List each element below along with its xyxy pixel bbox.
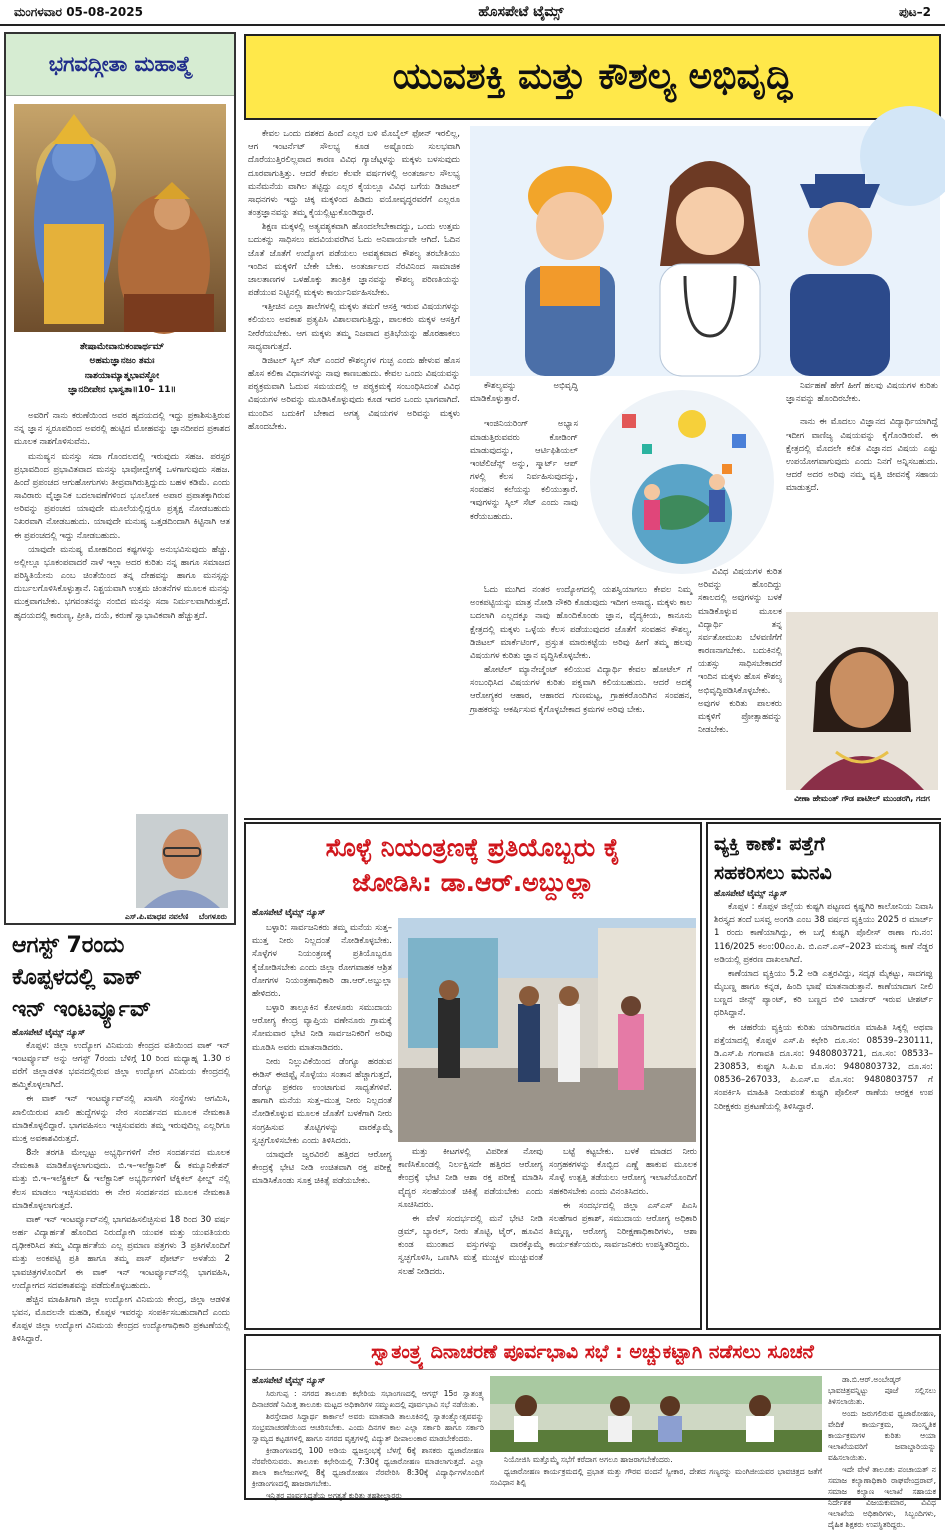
walkin-story xyxy=(4,930,236,1500)
masthead xyxy=(0,0,945,26)
paragraph: ಕೇವಲ ಒಂದು ದಶಕದ ಹಿಂದೆ ಎಲ್ಲರ ಬಳಿ ಮೊಬೈಲ್ ಫೋನ್ ಇರಲಿಲ್ಲ, ಆಗ ಇಂಟರ್ನೆಟ್ ಸೌಲಭ್ಯ ಕೂಡ ಅಷ್ಟೊಂದು ಸುಲಭವಾಗಿ ದೊರೆಯುತ್ತಿರಲಿಲ್ಲವಾದ ಕಾರಣ ವಿವಿಧ ಗ್ಯಾಜೆಟ್ಗಳನ್ನು ಮಕ್ಕಳು ಬಳಸುವುದು ದೂರವಾಗುತ್ತಿತ್ತು. ಆದರೆ ಕೇವಲ ಕೆಲವೇ ವರ್ಷಗಳಲ್ಲಿ ಅಂತರ್ಜಾಲ ಸೌಲಭ್ಯ ಮನೆಮನೆಯ ವಾಗಿಲ ತಟ್ಟಿದ್ದು ಎಲ್ಲರ ಕೈಯಲ್ಲೂ ವಿವಿಧ ಬಗೆಯ ಡಿಜಿಟಲ್ ಸಾಧನಗಳು ಇದ್ದು ಚಿಕ್ಕ ಮಕ್ಕಳಿಂದ ಹಿಡಿದು ವಯೋವೃದ್ಧರವರೆಗೆ ಎಲ್ಲರೂ ತಂತ್ರಜ್ಞಾನವನ್ನು ತಮ್ಮ ಕೈಯಲ್ಲಿಟ್ಟುಕೊಂಡಿದ್ದಾರೆ. xyxy=(248,129,460,219)
independence-col3 xyxy=(828,1374,936,1529)
paragraph: ಅಂದು ಜರುಗಲಿರುವ ಧ್ವಜಾರೋಹಣ, ವೇದಿಕೆ ಕಾರ್ಯಕ್ರಮ, ಸಾಂಸ್ಕೃತಿಕ ಕಾರ್ಯಕ್ರಮಗಳ ಕುರಿತು ಆಯಾ ಇಲಾಖೆಯವರಿಗೆ ಜವಾಬ್ದಾರಿಯನ್ನು ವಹಿಸಲಾಯಿತು. xyxy=(828,1409,936,1462)
independence-col2 xyxy=(490,1454,822,1498)
headline-line: ಆಗಸ್ಟ್ 7ರಂದು xyxy=(12,933,125,958)
gita-body xyxy=(14,410,230,810)
paragraph: ಧ್ವಜಾರೋಹಣ ಕಾರ್ಯಕ್ರಮದಲ್ಲಿ ಪ್ರಭಾತ ಮತ್ತು ಗೌರವ ವಂದನೆ ಸ್ವೀಕಾರ, ದೇಶದ ಗಣ್ಯರನ್ನು ಮಂಗಿಜೀಯವರ ಭಾವಚಿತ್ರದ ಜತೆಗೆ ಸಂವಿಧಾನ ಶಿಲ್ಪಿ xyxy=(490,1467,822,1487)
paragraph: ಈ ವಾಕ್ ಇನ್ ಇಂಟರ್ವ್ಯೂವ್‌ನಲ್ಲಿ ಖಾಸಗಿ ಸಂಸ್ಥೆಗಳು ಆಗಮಿಸಿ, ಖಾಲಿಯಿರುವ ಖಾಲಿ ಹುದ್ದೆಗಳನ್ನು ನೇರ ಸಂದರ್ಶನದ ಮೂಲಕ ನೇಮಕಾತಿ ಮಾಡಿಕೊಳ್ಳಲಿದ್ದಾರೆ. ಭಾಗವಹಿಸಲು ಇಚ್ಛಿಸುವವರು ತಮ್ಮ ಇರುವುದಿಲ್ಲ ಎಲ್ಲರಿಗೂ ಮುಕ್ತ ಅವಕಾಶವಿರುತ್ತದೆ. xyxy=(12,1094,230,1144)
walkin-headline xyxy=(4,930,236,1026)
paragraph: ನಾನು ಈ ಮೊದಲು ವಿಜ್ಞಾನದ ವಿದ್ಯಾರ್ಥಿಯಾಗಿದ್ದೆ ಇದೀಗ ವಾಣಿಜ್ಯ ವಿಷಯವನ್ನು ಕೈಗೊಂಡಿರುವೆ. ಈ ಕ್ಷೇತ್ರದಲ್ಲಿ ಮೊದಲೇ ಕಲಿತ ವಿಜ್ಞಾನದ ವಿಷಯ ಎಷ್ಟು ಉಪಯೋಗವಾಗುವುದು ಎಂದು ನಿನಗೆ ಅನ್ನಿಸಬಹುದು. ಆದರೆ ಅದರ ಅರಿವು ನಮ್ಮ ವೃತ್ತಿ ಜೀವನಕ್ಕೆ ಸಹಾಯ ಮಾಡುತ್ತದೆ. xyxy=(786,417,938,494)
paragraph: ಶಿಕ್ಷಣ ಮಕ್ಕಳಲ್ಲಿ ಅತ್ಯವಶ್ಯಕವಾಗಿ ಹೊಂದಲೇಬೇಕಾದದ್ದು, ಒಂದು ಉತ್ತಮ ಬದುಕನ್ನು ಸಾಧಿಸಲು ಪದವಿಯವರೆಗಿನ ಓದು ಅನಿವಾರ್ಯವೇ ಆಗಿದೆ. ಓದಿನ ಜೊತೆ ಜೊತೆಗೆ ಉದ್ಯೋಗ ಪಡೆಯಲು ಅವಶ್ಯಕವಾದ ಕೌಶಲ್ಯ ತರಬೇತಿಯು ಇಂದಿನ ಮಕ್ಕಳಿಗೆ ಬೇಕೇ ಬೇಕು. ಅಂತರ್ಜಾಲದ ನೆರವಿನಿಂದ ಸಾಮಾಜಿಕ ಜಾಲತಾಣಗಳ ಒಳಹೊಕ್ಕು ತಾಂತ್ರಿಕ ಜ್ಞಾನವನ್ನು ಕೌಶಲ್ಯ ಪರಿಣತಿಯನ್ನು ಪಡೆಯುವ ನಿಟ್ಟಿನಲ್ಲಿ ಮಕ್ಕಳು ಕಾರ್ಯನಿರ್ವಹಿಸಬೇಕು. xyxy=(248,222,460,299)
issue-date: ಮಂಗಳವಾರ 05-08-2025 xyxy=(14,4,143,19)
paragraph: ನೀರು ನಿಲ್ಲುವಿಕೆಯಿಂದ ಡೆಂಗ್ಯೂ ಹರಡುವ ಈಡಿಸ್ ಈಜಿಪ್ಟೈ ಸೊಳ್ಳೆಯು ಸಂತಾನ ಹೆಚ್ಚಾಗುತ್ತದೆ, ಡೆಂಗ್ಯೂ ಪ್ರಕರಣ ಉಂಟಾಗುವ ಸಾಧ್ಯತೆಗಳಿವೆ. ಹಾಗಾಗಿ ಮನೆಯ ಸುತ್ತ–ಮುತ್ತ ನೀರು ನಿಲ್ಲದಂತೆ ನೋಡಿಕೊಳ್ಳುವ ಮೂಲಕ ಜೊತೆಗೆ ಬಳಕೆಗಾಗಿ ನೀರು ಸಂಗ್ರಹಿಸುವ ತೊಟ್ಟಿಗಳನ್ನು ವಾರಕ್ಕೊಮ್ಮೆ ಸ್ವಚ್ಛಗೊಳಿಸಬೇಕು ಎಂದು ತಿಳಿಸಿದರು. xyxy=(252,1056,392,1146)
paragraph: ಇತ್ತೀಚಿನ ಎಲ್ಲಾ ಶಾಲೆಗಳಲ್ಲಿ ಮಕ್ಕಳು ತಮಗೆ ಆಸಕ್ತಿ ಇರುವ ವಿಷಯಗಳನ್ನು ಕಲಿಯಲು ಅವಕಾಶ ಪ್ರತ್ಯಪಿಸಿ ವಿಶಾಲವಾಗುತ್ತಿದ್ದು, ಪಾಲಕರು ಮಕ್ಕಳ ಆಸಕ್ತಿಗೆ ನೀರೆರೆಯಬೇಕು. ಆಗ ಮಕ್ಕಳು ತಮ್ಮ ನಿಜವಾದ ಪ್ರತಿಭೆಯನ್ನು ಹೊರಹಾಕಲು ಸಾಧ್ಯವಾಗುತ್ತದೆ. xyxy=(248,302,460,352)
author-city: ಬೆಂಗಳೂರು xyxy=(198,912,227,921)
independence-story xyxy=(244,1334,941,1529)
paragraph: ಕ್ರೀಡಾಂಗಣದಲ್ಲಿ 100 ಅಡಿಯ ಧ್ವಜಸ್ತಂಭಕ್ಕೆ ಬೆಳಗ್ಗೆ 6ಕ್ಕೆ ಶಾಸಕರು ಧ್ವಜಾರೋಹಣ ನೆರವೇರಿಸುವರು. ತಾಲೂಕು ಕಛೇರಿಯಲ್ಲಿ 7:30ಕ್ಕೆ ಧ್ವಜಾರೋಹಣ ಮಾಡಲಾಗುತ್ತದೆ. ಎಲ್ಲಾ ಶಾಲಾ ಕಾಲೇಜುಗಳಲ್ಲಿ 8ಕ್ಕೆ ಧ್ವಜಾರೋಹಣ ನೆರವೇರಿಸಿ 8:30ಕ್ಕೆ ವಿದ್ಯಾರ್ಥಿಗಳೊಂದಿಗೆ ಕ್ರೀಡಾಂಗಣದಲ್ಲಿ ಹಾಜರಾಗಬೇಕು. xyxy=(252,1446,484,1488)
paragraph: ಇದೇ ವೇಳೆ ತಾಲೂಕು ಪಂಚಾಯತ್ ನ ಸಮಾಜ ಕಲ್ಯಾಣಾಧಿಕಾರಿ ರಾಘವೇಂದ್ರರಾವ್, ಸಮಾಜ ಕಲ್ಯಾಣ ಇಲಾಖೆ ಸಹಾಯಕ ನಿರ್ದೇಶಕ ವಿಜಯಕುಮಾರ, ವಿವಿಧ ಇಲಾಖೆಯ ಅಧಿಕಾರಿಗಳು, ಸಿಬ್ಬಂದಿಗಳು, ದೈಹಿಕ ಶಿಕ್ಷಕರು ಉಪಸ್ಥಿತರಿದ್ದರು. xyxy=(828,1465,936,1529)
author-caption xyxy=(116,912,236,922)
headline-line: ಕೊಪ್ಪಳದಲ್ಲಿ ವಾಕ್ xyxy=(12,964,142,990)
paragraph: ಕಾಣೆಯಾದ ವ್ಯಕ್ತಿಯು 5.2 ಅಡಿ ಎತ್ತರವಿದ್ದು, ಸದೃಢ ಮೈಕಟ್ಟು, ಸಾದಗಪ್ಪು ಮೈಬಣ್ಣ ಹಾಗೂ ಕನ್ನಡ, ಹಿಂದಿ ಭಾಷೆ ಮಾತನಾಡುತ್ತಾನೆ. ಕಾಣೆಯಾದಾಗ ನೀಲಿ ಬಣ್ಣದ ಜೀನ್ಸ್ ಪ್ಯಾಂಟ್, ಕರಿ ಬಣ್ಣದ ಬಿಳಿ ಬಾರ್ಡರ್ ಇರುವ ಟೀಶರ್ಟ್ ಧರಿಸಿದ್ದಾನೆ. xyxy=(714,968,933,1019)
headline-line: ಸಹಕರಿಸಲು ಮನವಿ xyxy=(714,861,832,884)
mosquito-col2 xyxy=(398,1146,543,1326)
paragraph: ನಿರ್ವಹಣೆ ಹೇಗೆ ಹೀಗೆ ಹಲವು ವಿಷಯಗಳ ಕುರಿತು ಜ್ಞಾನವನ್ನು ಹೊಂದಿರಬೇಕು. xyxy=(786,381,938,405)
paragraph: ಇನ್ನಿತರ ಪೂರ್ವಸಿದ್ಧತೆಯ ಅಗತ್ಯತೆ ಕುರಿತು ತಹಶೀಲ್ದಾರರು xyxy=(266,1491,402,1500)
walkin-body xyxy=(4,1040,236,1480)
divider xyxy=(244,818,941,820)
paragraph: ಬಳ್ಳಾರಿ ತಾಲ್ಲೂಕಿನ ಕೋಳೂರು ಸಮುದಾಯ ಆರೋಗ್ಯ ಕೇಂದ್ರ ವ್ಯಾಪ್ತಿಯ ವಣೇನೂರು ಗ್ರಾಮಕ್ಕೆ ಸೋಮವಾರ ಭೇಟಿ ನೀಡಿ ಸಾರ್ವಜನಿಕರಿಗೆ ಅರಿವು ಮೂಡಿಸಿ ಅವರು ಮಾತನಾಡಿದರು. xyxy=(252,1003,392,1053)
mosquito-col1 xyxy=(252,922,392,1326)
paragraph: ಹೋಟೆಲ್ ಮ್ಯಾನೇಜ್ಮೆಂಟ್ ಕಲಿಯುವ ವಿದ್ಯಾರ್ಥಿ ಕೇವಲ ಹೋಟೆಲ್ ಗೆ ಸಂಬಂಧಿಸಿದ ವಿಷಯಗಳ ಕುರಿತು ಪಕ್ವವಾಗಿ ಕಲಿಯಬಹುದು. ಆದರೆ ಅದಕ್ಕೆ ಆರೋಗ್ಯಕರ ಆಹಾರ, ಆಹಾರದ ಗುಣಮಟ್ಟ, ಗ್ರಾಹಕರೊಂದಿಗಿನ ಸಂವಹನ, ಗ್ರಾಹಕರನ್ನು ಆಕರ್ಷಿಸುವ ಕೈಗೊಳ್ಳಬೇಕಾದ ಕ್ರಮಗಳ ಅರಿವು ಬೇಕು. xyxy=(470,665,692,715)
paragraph: ಮನುಷ್ಯನ ಮನಸ್ಸು ಸದಾ ಗೊಂದಲದಲ್ಲಿ ಇರುವುದು ಸಹಜ. ಪರಸ್ಪರ ಪ್ರಭಾವದಿಂದ ಪ್ರಭಾವಿತವಾದ ಮನಸ್ಸು ಭಾವೋದ್ವೇಗಕ್ಕೆ ಒಳಗಾಗುವುದು ಸಹಜ. ಹಿಂದೆ ಪ್ರಪಂಚದ ಆಗುಹೋಗುಗಳು ತೀವ್ರವಾಗಿರುತ್ತಿದ್ದುದು ಬಹಳ ಕಡಿಮೆ. ಎಂದು ಸಾವಿರಾರು ವೈಜ್ಞಾನಿಕ ಬದಲಾವಣೆಗಳಿಂದ ಭೂಲೋಕ ಅಪಾರ ಪ್ರಪಾತಕ್ಕಾಗಿರುವ ಅರಿವನ್ನು ಪ್ರಪಂಚದ ಯಾವುದೇ ಮೂಲೆಯಲ್ಲಿದ್ದರೂ ಪ್ರತ್ಯಕ್ಷ ನೋಡಬಹುದು ನಿಖರವಾಗಿ ನೋಡಬಹುದು. ಯಾವುದೇ ಮನುಷ್ಯ ಒತ್ತಡದಿಂದಾಗಿ ಕಿಟ್ಟಿನಾಗಿ ಆತ ಈ ಪ್ರಪಂಚದಲ್ಲಿ ಇದ್ದು ನೋಡಬಹುದು. xyxy=(14,451,230,541)
youth-col3a xyxy=(698,380,938,556)
author-name: ಎಸ್.ಪಿ.ಮಾಧವ ನವಲೆಣಿ xyxy=(125,912,189,921)
missing-byline: ಹೊಸಪೇಟೆ ಟೈಮ್ಸ್ ನ್ಯೂಸ್ xyxy=(714,889,788,899)
missing-headline xyxy=(708,824,939,887)
paragraph: ಸಿರುಗುಪ್ಪ : ನಗರದ ತಾಲೂಕು ಕಛೇರಿಯ ಸಭಾಂಗಣದಲ್ಲಿ ಆಗಸ್ಟ್ 15ರ ಸ್ವಾತಂತ್ರ್ಯ ದಿನಾಚರಣೆ ನಿಮಿತ್ತ ತಾಲೂಕು ಮಟ್ಟದ ಅಧಿಕಾರಿಗಳ ಸಮ್ಮುಖದಲ್ಲಿ ಪೂರ್ವಭಾವಿ ಸಭೆ ನಡೆಯಿತು. xyxy=(252,1389,484,1409)
paragraph: ನಿಯೋಜಿಸಿ ಮತ್ತೊಮ್ಮೆ ಸಭೆಗೆ ಕರೆದಾಗ ಅಗಲೂ ಹಾಜರಾಗಬೇಕೆಂದರು. xyxy=(504,1455,673,1464)
youth-col3b xyxy=(698,566,782,814)
paragraph: ಓದು ಮುಗಿದ ನಂತರ ಉದ್ಯೋಗದಲ್ಲಿ ಯಶಸ್ವಿಯಾಗಲು ಕೇವಲ ನಿಮ್ಮ ಅಂಕಪಟ್ಟಿಯನ್ನು ಮಾತ್ರ ನೋಡಿ ನೌಕರಿ ಕೊಡುವುದು ಇದೀಗ ಅಸಾಧ್ಯ. ಮಕ್ಕಳು ಕಾಲ ಬದಲಾಗಿ ಎಲ್ಲದಕ್ಕೂ ನಾವು ಹೊಂದಿಕೊಂಡು ಜ್ಞಾನ, ವೈದ್ಯಕೀಯ, ಕಾನೂನು ಕ್ಷೇತ್ರದಲ್ಲಿ ಮಕ್ಕಳು ಒಳ್ಳೆಯ ಕೆಲಸ ಪಡೆಯುವುದರ ಜೊತೆಗೆ ಸಂವಹನ ಕೌಶಲ್ಯ, ಡಿಜಿಟಲ್ ಮಾರ್ಕೆಟಿಂಗ್, ಪ್ರಸ್ತುತ ಮಾರುಕಟ್ಟೆಯ ಅರಿವು ಹೀಗೆ ತಮ್ಮ ಹಲವು ವಿಷಯಗಳ ಕುರಿತು ಜ್ಞಾನ ವೃದ್ಧಿಸಿಕೊಳ್ಳಬೇಕು. xyxy=(470,585,692,661)
walkin-byline: ಹೊಸಪೇಟೆ ಟೈಮ್ಸ್ ನ್ಯೂಸ್ xyxy=(12,1027,86,1038)
krishna-arjuna-image xyxy=(14,104,226,332)
gita-verse xyxy=(14,340,230,398)
paragraph: ಡಿಜಿಟಲ್ ಸ್ಕಿಲ್ ಸೆಟ್ ಎಂದರೆ ಕೌಶಲ್ಯಗಳ ಗುಚ್ಛ ಎಂದು ಹೇಳುವ ಹೊಸ ಹೊಸ ಕಲಿಕಾ ವಿಧಾನಗಳನ್ನು ನಾವು ಕಾಣಬಹುದು. ಕೇವಲ ಒಂದು ವಿಷಯವನ್ನು ಪಠ್ಯಕ್ರಮವಾಗಿ ಓದುವ ಸಮಯದಲ್ಲಿ ಆ ಪಠ್ಯಕ್ರಮಕ್ಕೆ ಸಂಬಂಧಿಸಿದಂತೆ ವಿವಿಧ ವಿಷಯಗಳ ಅರಿವನ್ನು ಮೂಡಿಸಿಕೊಳ್ಳುವುದು ಕೂಡ ಇದರ ಒಂದು ಭಾಗವಾಗಿದೆ. ಮುಂದಿನ ಬದುಕಿಗೆ ಬೇಕಾದ ಅಗತ್ಯ ವಿಷಯಗಳ ಅರಿವನ್ನು ಮಕ್ಕಳು ಹೊಂದಬೇಕು. xyxy=(248,355,460,432)
verse-line: ನಾಶಯಾಮ್ಯಾತ್ಮಭಾವಸ್ಥೋ xyxy=(84,370,160,381)
gita-title: ಭಗವದ್ಗೀತಾ ಮಹಾತ್ಮೆ xyxy=(6,34,234,96)
newspaper-name: ಹೊಸಪೇಟೆ ಟೈಮ್ಸ್ xyxy=(478,4,564,20)
paragraph: ಯಾವುದೇ ಜ್ವರವಿರಲಿ ಹತ್ತಿರದ ಆರೋಗ್ಯ ಕೇಂದ್ರಕ್ಕೆ ಭೇಟಿ ನೀಡಿ ಉಚಿತವಾಗಿ ರಕ್ತ ಪರೀಕ್ಷೆ ಮಾಡಿಸಿಕೊಂಡು ಸೂಕ್ತ ಚಿಕಿತ್ಸೆ ಪಡೆಯಬೇಕು. xyxy=(252,1149,392,1187)
gita-column xyxy=(4,32,236,925)
paragraph: ಬಟ್ಟೆ ಕಟ್ಟಬೇಕು. ಬಳಕೆ ಮಾಡದ ನೀರು ಸಂಗ್ರಹಕಗಳನ್ನು ಕೊಬ್ಬಿದ ಎಣ್ಣೆ ಹಾಕುವ ಮೂಲಕ ಸೊಳ್ಳೆ ಉತ್ಪತ್ತಿ ತಡೆಯಲು ಆರೋಗ್ಯ ಇಲಾಖೆಯೊಂದಿಗೆ ಸಹಕರಿಸಬೇಕು ಎಂದು ವಿನಂತಿಸಿದರು. xyxy=(549,1147,697,1197)
missing-body xyxy=(708,901,939,1301)
headline-line: ಸೊಳ್ಳೆ ನಿಯಂತ್ರಣಕ್ಕೆ ಪ್ರತಿಯೊಬ್ಬರು ಕೈ xyxy=(325,833,621,862)
youth-col2b xyxy=(470,504,692,814)
author-photo xyxy=(136,814,228,908)
writer-photo xyxy=(786,612,938,790)
mosquito-col3 xyxy=(549,1146,697,1326)
paragraph: ಮತ್ತು ಕೀಟಗಳಲ್ಲಿ ವಿಪರೀತ ನೋವು ಕಾಣಿಸಿಕೊಂಡಲ್ಲಿ ನಿರ್ಲಕ್ಷಿಸದೇ ಹತ್ತಿರದ ಆರೋಗ್ಯ ಕೇಂದ್ರಕ್ಕೆ ಭೇಟಿ ನೀಡಿ ಆಶಾ ರಕ್ತ ಪರೀಕ್ಷೆ ಮಾಡಿಸಿ ವೈದ್ಯರ ಸಲಹೆಯಂತೆ ಚಿಕಿತ್ಸೆ ಪಡೆಯಬೇಕು ಎಂದು ಸೂಚಿಸಿದರು. xyxy=(398,1147,543,1210)
youth-col2a xyxy=(470,380,578,522)
mosquito-story xyxy=(244,822,702,1330)
independence-byline: ಹೊಸಪೇಟೆ ಟೈಮ್ಸ್ ನ್ಯೂಸ್ xyxy=(252,1376,326,1386)
paragraph: ಕೌಶಲ್ಯವನ್ನು ಅಭಿವೃದ್ಧಿ ಮಾಡಿಕೊಳ್ಳುತ್ತಾರೆ. xyxy=(470,381,578,405)
headline-line: ಜೋಡಿಸಿ: ಡಾ.ಆರ್.ಅಬ್ದುಲ್ಲಾ xyxy=(352,868,594,897)
headline-line: ಇನ್ ಇಂಟರ್ವ್ಯೂವ್ xyxy=(12,996,152,1022)
paragraph: ಈ ಚಹರೆಯ ವ್ಯಕ್ತಿಯ ಕುರಿತು ಯಾರಿಗಾದರೂ ಮಾಹಿತಿ ಸಿಕ್ಕಲ್ಲಿ ಅಥವಾ ಪತ್ತೆಯಾದಲ್ಲಿ ಕೊಪ್ಪಳ ಎಸ್.ಪಿ ಕಛೇರಿ ದೂ.ಸಂ: 08539–230111, ಡಿ.ಎಸ್.ಪಿ ಗಂಗಾವತಿ ದೂ.ಸಂ: 9480803721, ದೂ.ಸಂ: 08533–230853, ಕುಷ್ಟಗಿ ಸಿ.ಪಿ.ಐ ಮೊ.ಸಂ: 9480803732, ದೂ.ಸಂ: 08536–267033, ಪಿ.ಎಸ್.ಐ ಮೊ.ಸಂ: 9480803757 ಗೆ ಸಂಪರ್ಕಿಸಿ ಮಾಹಿತಿ ನೀಡುವಂತೆ ಕುಷ್ಟಗಿ ಪೊಲೀಸ್ ಠಾಣೆಯ ಆರಕ್ಷಕ ಉಪ ನಿರೀಕ್ಷಕರು ಪ್ರಕಟಣೆಯಲ್ಲಿ ತಿಳಿಸಿದ್ದಾರೆ. xyxy=(714,1022,933,1112)
paragraph: ಹೆಚ್ಚಿನ ಮಾಹಿತಿಗಾಗಿ ಜಿಲ್ಲಾ ಉದ್ಯೋಗ ವಿನಿಮಯ ಕೇಂದ್ರ, ಜಿಲ್ಲಾ ಆಡಳಿತ ಭವನ, ಮೊದಲನೇ ಮಹಡಿ, ಕೊಪ್ಪಳ ಇವರನ್ನು ಸಂಪರ್ಕಿಸಬಹುದಾಗಿದೆ ಎಂದು ಕೊಪ್ಪಳ ಜಿಲ್ಲಾ ಉದ್ಯೋಗ ವಿನಿಮಯ ಕೇಂದ್ರದ ಉದ್ಯೋಗಾಧಿಕಾರಿ ಪ್ರಕಟಣೆಯಲ್ಲಿ ತಿಳಿಸಿದ್ದಾರೆ. xyxy=(12,1294,230,1345)
paragraph: ಯಾವುದೇ ಮನುಷ್ಯ ಮೋಹದಿಂದ ಕಷ್ಟಗಳನ್ನು ಅನುಭವಿಸುವುದು ಹೆಚ್ಚು. ಅಲ್ಲೀಲ್ಲೂ ಭೂಕಂಪವಾದರೆ ನಾಳೆ ಇಲ್ಲಾ ಅದರ ಕುರಿತು ನನ್ನ ಹಾಗೂ ಸಮಾಜದ ಪರಿಸ್ಥಿತಿಯೇನು ಎಂಬ ಚಿಂತೆಯಿಂದ ತನ್ನ ದೇಹವನ್ನು ಹಾಗೂ ಮನಸ್ಸನ್ನು ದುರ್ಬಲಗೊಳಿಸಿಕೊಳ್ಳುತ್ತಾನೆ. ನಿಶ್ಚಯವಾಗಿ ಉತ್ತಮ ಚಿಂತನೆಗಳ ಮೂಲಕ ಮನಸ್ಸು ಮುಕ್ತವಾಗಬೇಕು. ಭಗವಂತನನ್ನು ನಂಬಿದ ಮನಸ್ಸು ಸದಾ ನಿರ್ಮಲವಾಗಿರುತ್ತದೆ. ಹೃದಯದಲ್ಲಿ ಕಾರುಣ್ಯ, ಪ್ರೀತಿ, ದಯೆ, ಕರುಣೆ ಸ್ವಾಭಾವಿಕವಾಗಿ ಹೆಚ್ಚುತ್ತದೆ. xyxy=(14,544,230,621)
headline-line: ವ್ಯಕ್ತಿ ಕಾಣೆ: ಪತ್ತೆಗೆ xyxy=(714,833,825,855)
independence-col1 xyxy=(252,1388,484,1498)
mosquito-headline xyxy=(246,824,700,900)
youth-col1 xyxy=(248,128,460,818)
verse-line: ಅಹಮಜ್ಞಾನಜಂ ತಮಃ xyxy=(89,356,155,367)
professions-illustration xyxy=(470,126,940,376)
paragraph: 8ನೇ ತರಗತಿ ಮೇಲ್ಪಟ್ಟು ಅಭ್ಯರ್ಥಿಗಳಿಗೆ ನೇರ ಸಂದರ್ಶನದ ಮೂಲಕ ನೇಮಕಾತಿ ಮಾಡಿಕೊಳ್ಳಲಾಗುವುದು. ಬಿ.ಇ–ಇಲೆಕ್ಟ್ರಾನಿಕ್ & ಕಮ್ಯೂನಿಕೇಶನ್ ಮತ್ತು ಬಿ.ಇ–ಇಲೆಕ್ಟ್ರಿಕಲ್ & ಇಲೆಕ್ಟ್ರಾನಿಕ್ ಅಭ್ಯರ್ಥಿಗಳಿಗೆ ಟೆಕ್ನಿಕಲ್ ಫೀಲ್ಡ್ ನಲ್ಲಿ ಕೆಲಸ ಮಾಡಲು ಇಚ್ಛಿಸುವವರು ಈ ನೇರ ಸಂದರ್ಶನದ ಮೂಲಕ ನೇಮಕಾತಿ ಮಾಡಿಕೊಳ್ಳಲಾಗುತ್ತದೆ. xyxy=(12,1148,230,1211)
verse-line: ತೇಷಾಮೇವಾನುಕಂಪಾರ್ಥಮ್ xyxy=(79,342,165,352)
paragraph: ಕೊಪ್ಪಳ: ಜಿಲ್ಲಾ ಉದ್ಯೋಗ ವಿನಿಮಯ ಕೇಂದ್ರದ ವತಿಯಿಂದ ವಾಕ್ ಇನ್ ಇಂಟರ್ವ್ಯೂವ್ ಅನ್ನು ಆಗಸ್ಟ್ 7ರಂದು ಬೆಳಿಗ್ಗೆ 10 ರಿಂದ ಮಧ್ಯಾಹ್ನ 1.30 ರ ವರೆಗೆ ಜಿಲ್ಲಾಡಳಿತ ಭವನದಲ್ಲಿರುವ ಜಿಲ್ಲಾ ಉದ್ಯೋಗ ವಿನಿಮಯ ಕೇಂದ್ರದಲ್ಲಿ ಹಮ್ಮಿಕೊಳ್ಳಲಾಗಿದೆ. xyxy=(12,1040,230,1091)
paragraph: ಕೊಪ್ಪಳ : ಕೊಪ್ಪಳ ಜಿಲ್ಲೆಯ ಕುಷ್ಟಗಿ ಪಟ್ಟಣದ ಕೃಷ್ಣಗಿರಿ ಕಾಲೋನಿಯ ನಿವಾಸಿ ಶಿರಸ್ತ್ಯದ ತಂದೆ ಬಸವ್ವ ಅಂಗಡಿ ಎಂಬ 38 ವರ್ಷದ ವ್ಯಕ್ತಿಯು 2025 ರ ಮಾರ್ಚ್ 1 ರಂದು ಕಾಣೆಯಾಗಿದ್ದು, ಈ ಬಗ್ಗೆ ಕುಷ್ಟಗಿ ಪೊಲೀಸ್ ಠಾಣಾ ಗು.ನಂ: 116/2025 ಕಲಂ:00ಎಂ.ಪಿ. ಬಿ.ಎನ್.ಎಸ್–2023 ಮನುಷ್ಯ ಕಾಣೆ ನೆಡ್ಡರ ಅಡಿಯಲ್ಲಿ ಪ್ರಕರಣ ದಾಖಲಾಗಿದೆ. xyxy=(714,902,933,965)
youth-headline: ಯುವಶಕ್ತಿ ಮತ್ತು ಕೌಶಲ್ಯ ಅಭಿವೃದ್ಧಿ xyxy=(244,34,941,120)
paragraph: ಅವರಿಗೆ ನಾನು ಕರುಣೆಯಿಂದ ಅವರ ಹೃದಯದಲ್ಲಿ ಇದ್ದು ಪ್ರಕಾಶಿಸುತ್ತಿರುವ ನನ್ನ ಜ್ಞಾನ ಸ್ವರೂಪದಿಂದ ಅವರಲ್ಲಿ ಹುಟ್ಟಿದ ಮೋಹವನ್ನು ಜ್ಞಾನದೀಪದ ಪ್ರಕಾಶದ ಮೂಲಕ ನಾಶಗೊಳಿಸುವೆನು. xyxy=(14,411,230,448)
paragraph: ಈ ಸಂದರ್ಭದಲ್ಲಿ ಜಿಲ್ಲಾ ಎಸ್ಎಸ್ ಪಿಎಸಿ ಸಲಹೆಗಾರ ಪ್ರಕಾಶ್, ಸಮುದಾಯ ಆರೋಗ್ಯ ಅಧಿಕಾರಿ ತಿಮ್ಮಣ್ಣ, ಆರೋಗ್ಯ ನಿರೀಕ್ಷಣಾಧಿಕಾರಿಗಳು, ಆಶಾ ಕಾರ್ಯಕರ್ತೆಯರು, ಸಾರ್ವಜನಿಕರು ಉಪಸ್ಥಿತರಿದ್ದರು. xyxy=(549,1200,697,1251)
missing-person-story xyxy=(706,822,941,1330)
paragraph: ಬಳ್ಳಾರಿ: ಸಾರ್ವಜನಿಕರು ತಮ್ಮ ಮನೆಯ ಸುತ್ತ–ಮುತ್ತ ನೀರು ನಿಲ್ಲದಂತೆ ನೋಡಿಕೊಳ್ಳಬೇಕು. ಸೊಳ್ಳೆಗಳ ನಿಯಂತ್ರಣಕ್ಕೆ ಪ್ರತಿಯೊಬ್ಬರೂ ಕೈಜೋಡಿಸಬೇಕು ಎಂದು ಜಿಲ್ಲಾ ರೋಗವಾಹಕ ಆಶ್ರಿತ ರೋಗಗಳ ನಿಯಂತ್ರಣಾಧಿಕಾರಿ ಡಾ.ಆರ್.ಅಬ್ದುಲ್ಲಾ ಹೇಳಿದರು. xyxy=(252,923,392,999)
paragraph: ಇಂಜಿನಿಯರಿಂಗ್ ಅಭ್ಯಾಸ ಮಾಡುತ್ತಿರುವವರು ಕೋಡಿಂಗ್ ಮಾಡುವುದನ್ನು, ಆರ್ಟಿಫಿಶಿಯಲ್ ಇಂಟೆಲಿಜೆನ್ಸ್ ಅನ್ನು, ಸ್ಮಾರ್ಟ್ ಆಪ್ ಗಳಲ್ಲಿ ಕೆಲಸ ನಿರ್ವಹಿಸುವುದನ್ನು, ಸಂವಹನ ಕಲೆಯನ್ನು ಕಲಿಯುತ್ತಾರೆ. ಇವುಗಳನ್ನು ಸ್ಕಿಲ್ ಸೆಟ್ ಎಂದು ನಾವು ಕರೆಯಬಹುದು. xyxy=(470,419,578,522)
independence-headline: ಸ್ವಾತಂತ್ರ್ಯ ದಿನಾಚರಣೆ ಪೂರ್ವಭಾವಿ ಸಭೆ : ಅಚ್ಚುಕಟ್ಟಾಗಿ ನಡೆಸಲು ಸೂಚನೆ xyxy=(246,1336,939,1370)
paragraph: ಈ ವೇಳೆ ಸಂದರ್ಭದಲ್ಲಿ ಮನೆ ಭೇಟಿ ನೀಡಿ ಡ್ರಮ್, ಬ್ಯಾರಲ್, ನೀರು ತೊಟ್ಟಿ, ಟೈರ್, ಹೂವಿನ ಕುಂಡ ಮುಂತಾದ ವಸ್ತುಗಳನ್ನು ವಾರಕ್ಕೊಮ್ಮೆ ಸ್ವಚ್ಛಗೊಳಿಸಿ, ಒಣಗಿಸಿ ಮತ್ತೆ ಮುಚ್ಚಳ ಮುಚ್ಚುವಂತೆ ಸಲಹೆ ನೀಡಿದರು. xyxy=(398,1213,543,1277)
paragraph: ಡಾ.ಬಿ.ಆರ್.ಅಂಬೇಡ್ಕರ್ ಭಾವಚಿತ್ರವನ್ನಿಟ್ಟು ಪೂಜೆ ಸಲ್ಲಿಸಲು ತಿಳಿಸಲಾಯಿತು. xyxy=(828,1375,936,1406)
meeting-photo xyxy=(490,1376,822,1452)
page-number: ಪುಟ–2 xyxy=(899,4,931,19)
field-visit-photo xyxy=(398,918,696,1142)
paragraph: ವಿವಿಧ ವಿಷಯಗಳ ಕುರಿತ ಅರಿವನ್ನು ಹೊಂದಿದ್ದು ಸಕಾಲದಲ್ಲಿ ಅವುಗಳನ್ನು ಬಳಕೆ ಮಾಡಿಕೊಳ್ಳುವ ಮೂಲಕ ವಿದ್ಯಾರ್ಥಿ ತನ್ನ ಸರ್ವತೋಮುಖ ಬೆಳವಣಿಗೆಗೆ ಕಾರಣನಾಗಬೇಕು. ಬದುಕಿನಲ್ಲಿ ಯಶಸ್ಸು ಸಾಧಿಸಬೇಕಾದರೆ ಇಂದಿನ ಮಕ್ಕಳು ಹೊಸ ಕೌಶಲ್ಯ ಅಭಿವೃದ್ಧಿಪಡಿಸಿಕೊಳ್ಳಬೇಕು. ಅವುಗಳ ಕುರಿತು ಪಾಲಕರು ಮಕ್ಕಳಿಗೆ ಪ್ರೋತ್ಸಾಹವನ್ನು ನೀಡಬೇಕು. xyxy=(698,567,782,736)
mosquito-byline: ಹೊಸಪೇಟೆ ಟೈಮ್ಸ್ ನ್ಯೂಸ್ xyxy=(252,908,326,918)
paragraph: ಶಿರಸ್ತೇದಾರ ಸಿದ್ದಾರ್ಥ ಕಾರ್ಕಾಲೆ ಅವರು ಮಾತನಾಡಿ ತಾಲೂಕಿನಲ್ಲಿ ಸ್ವಾತಂತ್ರ್ಯೋತ್ಸವವನ್ನು ಸಂಭ್ರಮಾಚರಣೆಯಿಂದ ಆಚರಿಸಬೇಕು. ಎಂದು ದಿನಗಳ ಕಾಲ ಎಲ್ಲಾ ಸರ್ಕಾರಿ ಹಾಗೂ ಸರ್ಕಾರಿ ಸ್ವಾಮ್ಯದ ಕಟ್ಟಡಗಳಲ್ಲಿ ಹಾಗೂ ನಗರದ ವೃತ್ತಗಳಲ್ಲಿ ವಿದ್ಯುತ್ ದೀಪಾಲಂಕಾರ ಮಾಡಬೇಕೆಂದರು. xyxy=(252,1412,484,1443)
verse-line: ಜ್ಞಾನದೀಪೇನ ಭಾಸ್ವತಾ॥10– 11॥ xyxy=(67,385,177,396)
paragraph: ವಾಕ್ ಇನ್ ಇಂಟರ್ವ್ಯೂವ್‌ನಲ್ಲಿ ಭಾಗವಹಿಸಲಿಚ್ಛಿಸುವ 18 ರಿಂದ 30 ವರ್ಷ ಅರ್ಹ ವಿದ್ಯಾರ್ಹತೆ ಹೊಂದಿದ ನಿರುದ್ಯೋಗಿ ಯುವಕ ಮತ್ತು ಯುವತಿಯರು ದೃಢೀಕರಿಸಿದ ತಮ್ಮ ವಿದ್ಯಾರ್ಹತೆಯ ಎಲ್ಲ ಪ್ರಮಾಣ ಪತ್ರಗಳು 3 ಪ್ರತಿಗಳೊಂದಿಗೆ ಮತ್ತು ಅಂಕಪಟ್ಟಿ ಪ್ರತಿ ಹಾಗೂ ತಮ್ಮ ಪಾಸ್ ಪೋರ್ಟ್ ಅಳತೆಯ 2 ಭಾವಚಿತ್ರಗಳೊಂದಿಗೆ ಈ ವಾಕ್ ಇನ್ ಇಂಟರ್ವ್ಯೂವ್‌ನಲ್ಲಿ ಭಾಗವಹಿಸಿ, ಉದ್ಯೋಗದ ಸದವಕಾಶವನ್ನು ಪಡೆದುಕೊಳ್ಳಬಹುದು. xyxy=(12,1214,230,1291)
writer-caption: ವೀಣಾ ಹೇಮಂತ್ ಗೌಡ ಪಾಟೀಲ್ ಮುಂಡರಗಿ, ಗದಗ xyxy=(794,794,930,803)
